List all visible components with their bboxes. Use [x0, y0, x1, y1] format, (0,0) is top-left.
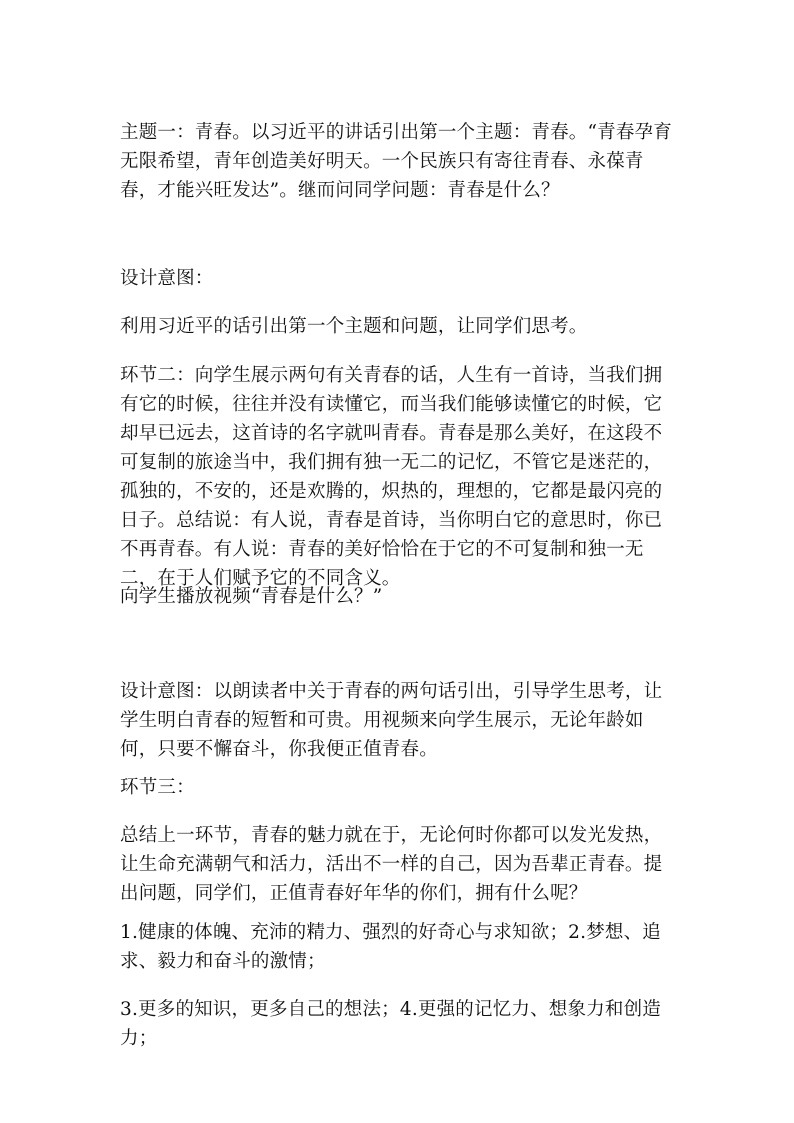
paragraph-section-two: 环节二：向学生展示两句有关青春的话，人生有一首诗，当我们拥有它的时候，往往并没有读懂它，而当我们能够读懂它的时候，它却早已远去，这首诗的名字就叫青春。青春是那么美好，在这段不可复制的旅途当中，我们拥有独一无二的记忆，不管它是迷茫的，孤独的，不安的，还是欢腾的，炽热的，理想的，它都是最闪亮的日子。总结说：有人说，青春是首诗，当你明白它的意思时，你已不再青春。有人说：青春的美好恰恰在于它的不可复制和独一无二，在于人们赋予它的不同含义。	[120, 365, 663, 589]
paragraph-section-three-summary: 总结上一环节，青春的魅力就在于，无论何时你都可以发光发热，让生命充满朝气和活力，活出不一样的自己，因为吾辈正青春。提出问题，同学们，正值青春好年华的你们，拥有什么呢？	[120, 825, 663, 904]
paragraph-design-intent-one: 利用习近平的话引出第一个主题和问题，让同学们思考。	[120, 316, 588, 337]
paragraph-theme-one: 主题一：青春。以习近平的讲话引出第一个主题：青春。“青春孕育无限希望，青年创造美好明天。一个民族只有寄往青春、永葆青春，才能兴旺发达”。继而问同学问题：青春是什么？	[120, 122, 672, 201]
paragraph-design-intent-heading: 设计意图：	[120, 268, 214, 289]
paragraph-design-intent-two: 设计意图：以朗读者中关于青春的两句话引出，引导学生思考，让学生明白青春的短暂和可贵。用视频来向学生展示，无论年龄如何，只要不懈奋斗，你我便正值青春。	[120, 681, 663, 760]
paragraph-list-item-1-2: 1.健康的体魄、充沛的精力、强烈的好奇心与求知欲；2.梦想、追求、毅力和奋斗的激情；	[120, 922, 662, 972]
paragraph-list-item-3-4: 3.更多的知识，更多自己的想法；4.更强的记忆力、想象力和创造力；	[120, 999, 662, 1049]
paragraph-section-three-heading: 环节三：	[120, 777, 195, 798]
paragraph-play-video: 向学生播放视频“青春是什么？”	[120, 586, 383, 607]
